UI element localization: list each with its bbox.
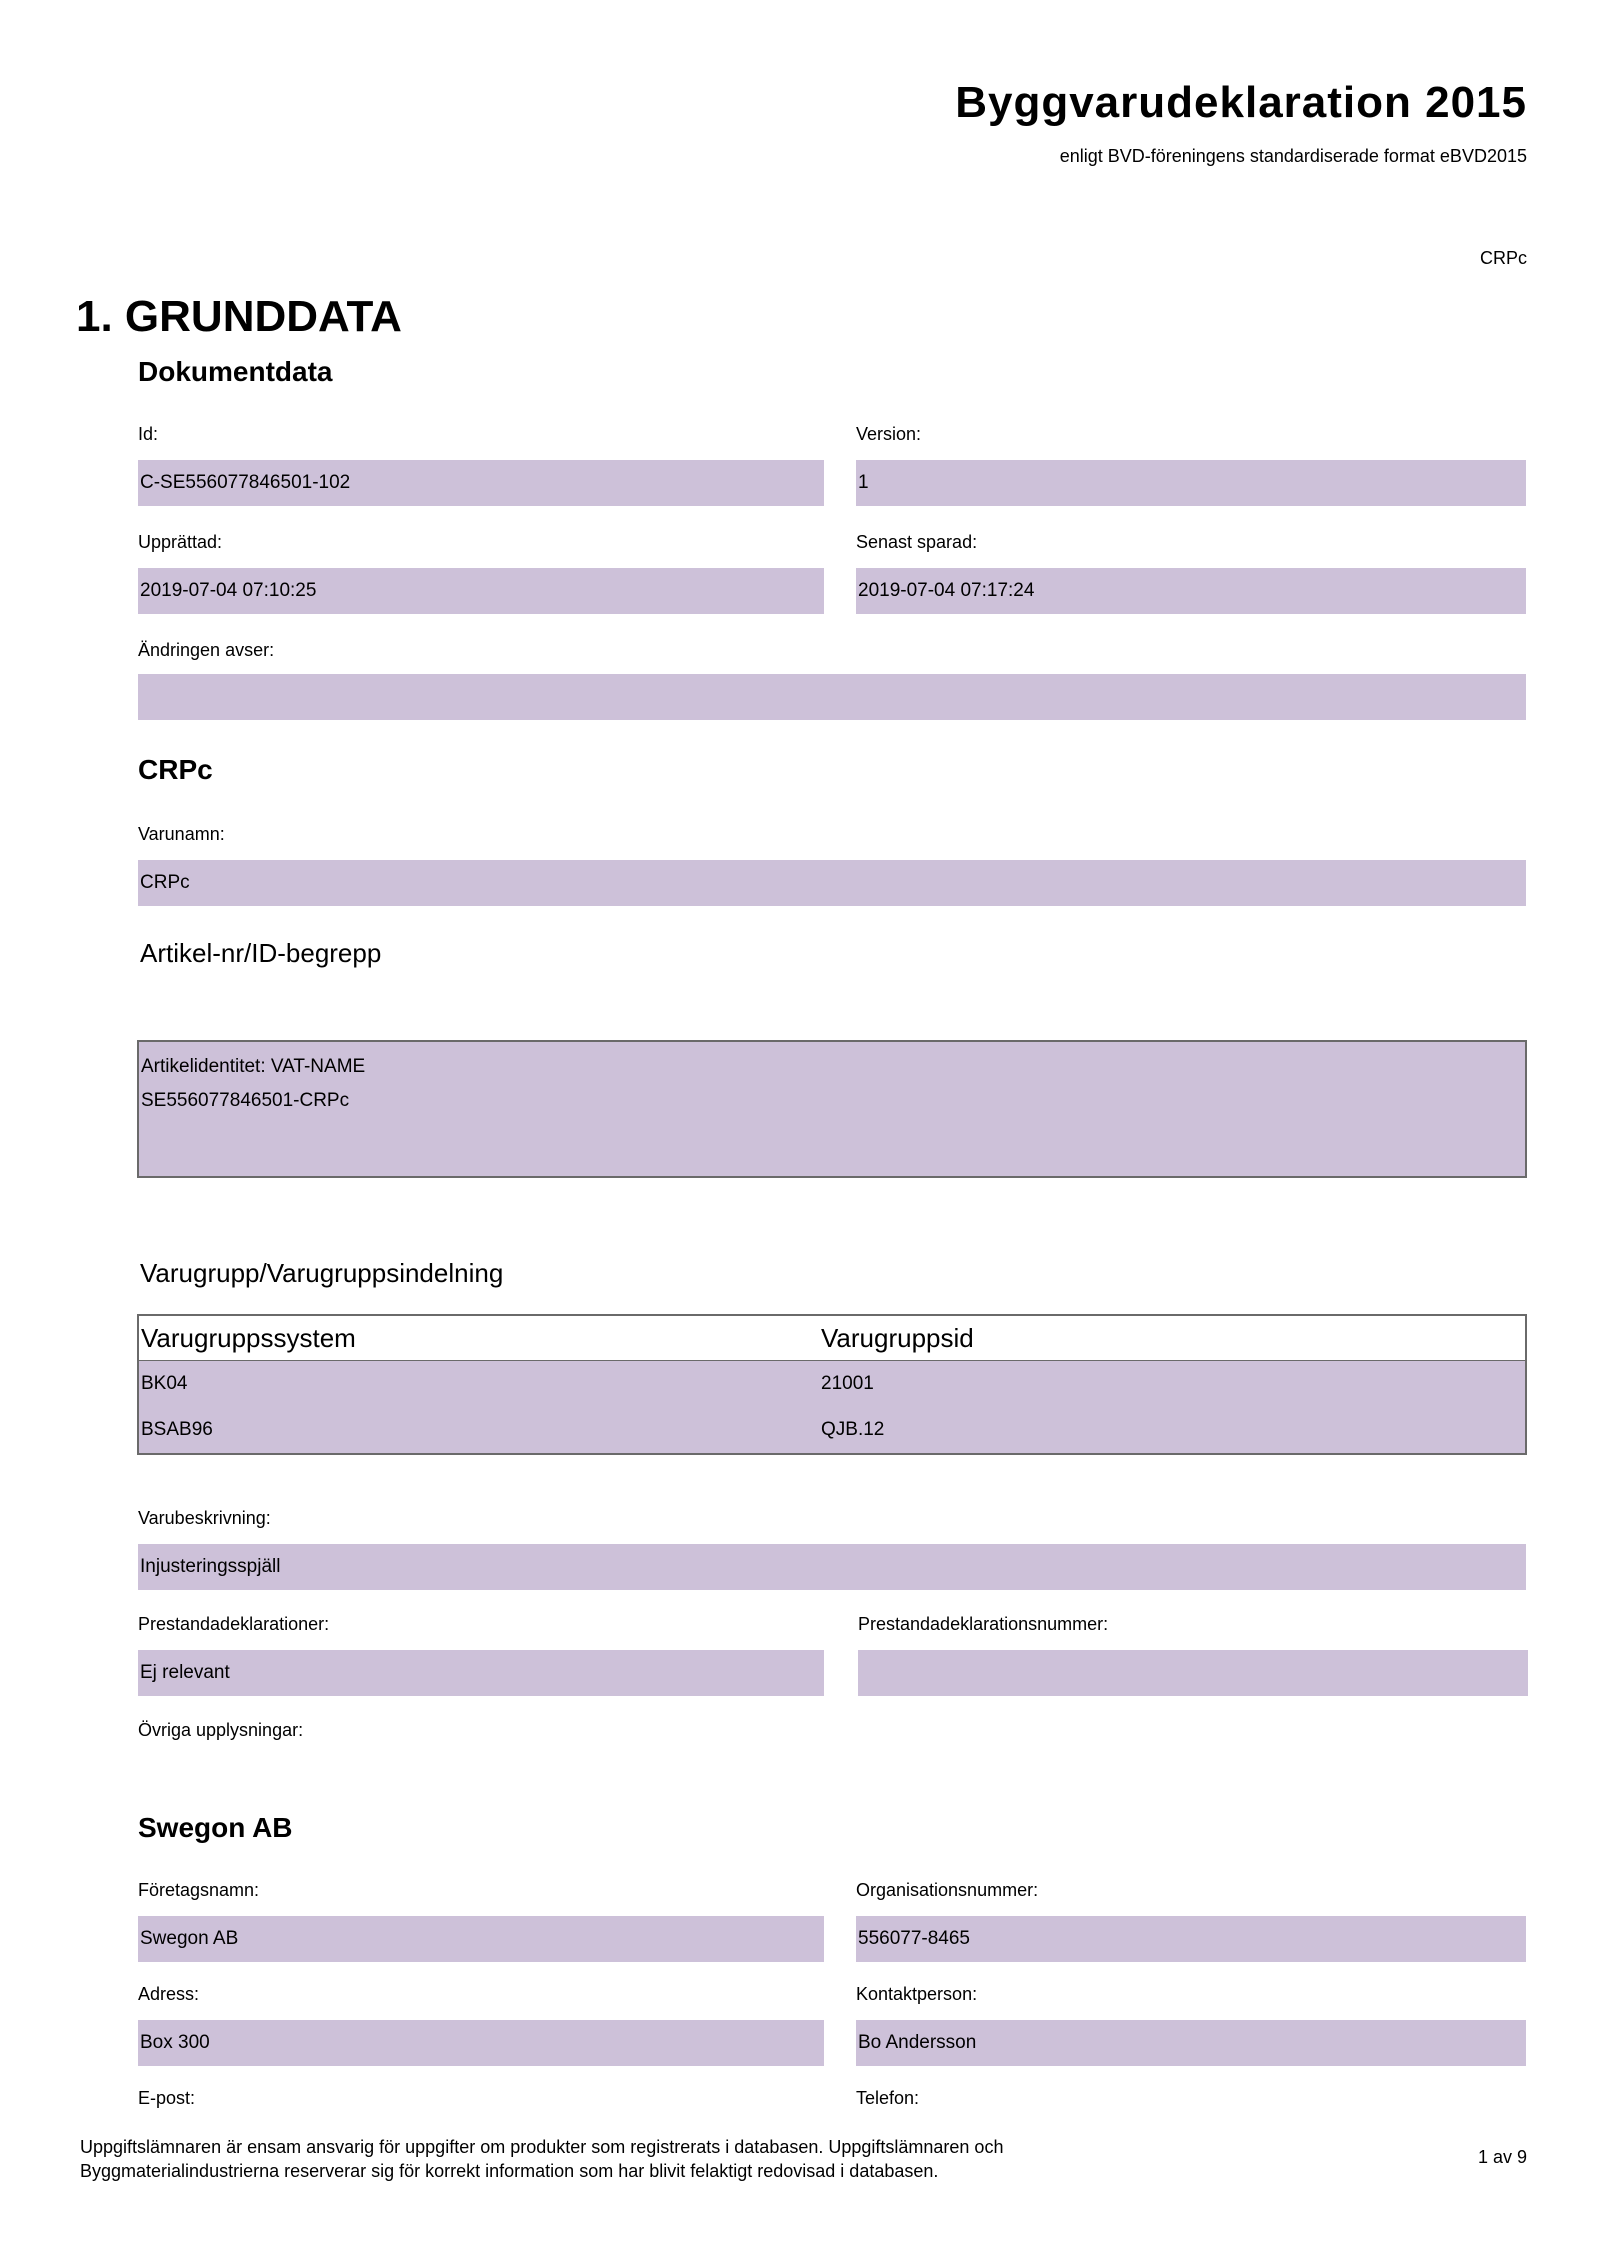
table-row <box>138 1407 1526 1454</box>
address-label: Adress: <box>138 1984 200 2004</box>
version-label: Version: <box>856 424 922 444</box>
description-field: Injusteringsspjäll <box>138 1544 1526 1590</box>
email-label: E-post: <box>138 2088 196 2108</box>
group-heading: Varugrupp/Varugruppsindelning <box>140 1258 504 1288</box>
group-system-cell: BK04 <box>138 1361 819 1408</box>
group-id-cell: QJB.12 <box>819 1407 1526 1454</box>
performance-number-label: Prestandadeklarationsnummer: <box>858 1614 1109 1634</box>
contact-label: Kontaktperson: <box>856 1984 978 2004</box>
section-title: 1. GRUNDDATA <box>76 292 402 341</box>
id-field: C-SE556077846501-102 <box>138 460 824 506</box>
id-label: Id: <box>138 424 159 444</box>
org-number-label: Organisationsnummer: <box>856 1880 1039 1900</box>
phone-label: Telefon: <box>856 2088 920 2108</box>
product-name-label: Varunamn: <box>138 824 225 844</box>
product-code: CRPc <box>1479 248 1527 268</box>
group-column-system: Varugruppssystem <box>138 1315 819 1361</box>
description-label: Varubeskrivning: <box>138 1508 271 1528</box>
group-table <box>137 1314 1527 1455</box>
created-field: 2019-07-04 07:10:25 <box>138 568 824 614</box>
company-name-field: Swegon AB <box>138 1916 824 1962</box>
address-field: Box 300 <box>138 2020 824 2066</box>
product-name-field: CRPc <box>138 860 1526 906</box>
change-field <box>138 674 1526 720</box>
product-heading: CRPc <box>138 754 213 785</box>
article-id-type: Artikelidentitet: VAT-NAME <box>141 1056 366 1077</box>
saved-field: 2019-07-04 07:17:24 <box>856 568 1526 614</box>
page-number: 1 av 9 <box>1477 2147 1527 2167</box>
group-system-cell: BSAB96 <box>138 1407 819 1454</box>
company-name-label: Företagsnamn: <box>138 1880 260 1900</box>
disclaimer <box>80 2135 1280 2183</box>
group-column-id: Varugruppsid <box>819 1315 1526 1361</box>
version-field: 1 <box>856 460 1526 506</box>
saved-label: Senast sparad: <box>856 532 978 552</box>
performance-label: Prestandadeklarationer: <box>138 1614 330 1634</box>
document-subtitle: enligt BVD-föreningens standardiserade format eBVD2015 <box>1059 146 1527 166</box>
dokumentdata-heading: Dokumentdata <box>138 356 333 387</box>
group-table-header <box>138 1315 1526 1361</box>
performance-field: Ej relevant <box>138 1650 824 1696</box>
disclaimer-line-1: Uppgiftslämnaren är ensam ansvarig för uppgifter om produkter som registrerats i databasen. Uppgiftslämnaren och <box>80 2137 1004 2157</box>
group-id-cell: 21001 <box>819 1361 1526 1408</box>
table-row <box>138 1361 1526 1408</box>
other-info-label: Övriga upplysningar: <box>138 1720 304 1740</box>
created-label: Upprättad: <box>138 532 223 552</box>
article-id-value: SE556077846501-CRPc <box>141 1090 350 1111</box>
article-id-box <box>137 1040 1527 1178</box>
disclaimer-line-2: Byggmaterialindustrierna reserverar sig för korrekt information som har blivit felaktigt redovisad i databasen. <box>80 2161 939 2181</box>
change-label: Ändringen avser: <box>138 640 275 660</box>
contact-field: Bo Andersson <box>856 2020 1526 2066</box>
company-heading: Swegon AB <box>138 1812 293 1843</box>
performance-number-field <box>858 1650 1528 1696</box>
article-heading: Artikel-nr/ID-begrepp <box>140 938 382 968</box>
document-title: Byggvarudeklaration 2015 <box>955 78 1527 127</box>
org-number-field: 556077-8465 <box>856 1916 1526 1962</box>
